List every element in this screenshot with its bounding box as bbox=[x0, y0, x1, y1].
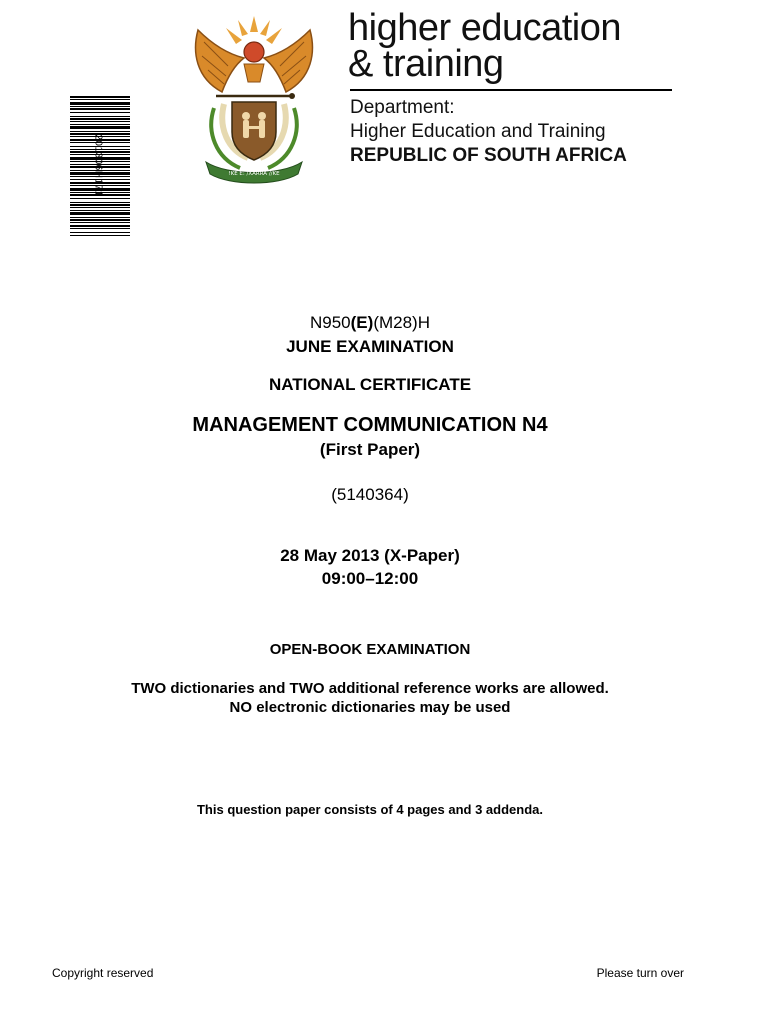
paper-code-language: (E) bbox=[350, 313, 374, 332]
paper-code bbox=[0, 313, 740, 333]
motto-text: !KE E: /XARRA //KE bbox=[228, 171, 280, 177]
exam-date: 28 May 2013 (X-Paper) bbox=[280, 546, 460, 565]
department-block bbox=[350, 96, 627, 168]
barcode-number: 201306H171 bbox=[92, 134, 104, 197]
country-name: REPUBLIC OF SOUTH AFRICA bbox=[350, 145, 627, 166]
pages-note: This question paper consists of 4 pages and 3 addenda. bbox=[196, 802, 544, 817]
department-label: Department: bbox=[350, 97, 455, 118]
subject-code: (5140364) bbox=[331, 485, 409, 504]
exam-session: JUNE EXAMINATION bbox=[286, 337, 454, 356]
paper-code-suffix: (M28)H bbox=[373, 313, 430, 332]
exam-time: 09:00–12:00 bbox=[321, 569, 419, 588]
brand-line2: & training bbox=[348, 43, 504, 85]
brand-title bbox=[348, 7, 621, 85]
paper-number: (First Paper) bbox=[319, 440, 421, 459]
footer-turn-over: Please turn over bbox=[596, 966, 684, 980]
certificate-title: NATIONAL CERTIFICATE bbox=[268, 375, 472, 394]
brand-divider bbox=[350, 89, 672, 91]
department-name: Higher Education and Training bbox=[350, 121, 606, 142]
instruction-line-1: TWO dictionaries and TWO additional reference works are allowed. bbox=[131, 680, 609, 697]
coat-of-arms-icon bbox=[188, 12, 320, 184]
exam-type: OPEN-BOOK EXAMINATION bbox=[269, 641, 471, 658]
footer-copyright: Copyright reserved bbox=[52, 966, 154, 980]
instruction-line-2: NO electronic dictionaries may be used bbox=[229, 699, 511, 716]
brand-line1: higher education bbox=[348, 7, 621, 49]
subject-title: MANAGEMENT COMMUNICATION N4 bbox=[192, 414, 548, 436]
paper-code-prefix: N950 bbox=[310, 313, 351, 332]
